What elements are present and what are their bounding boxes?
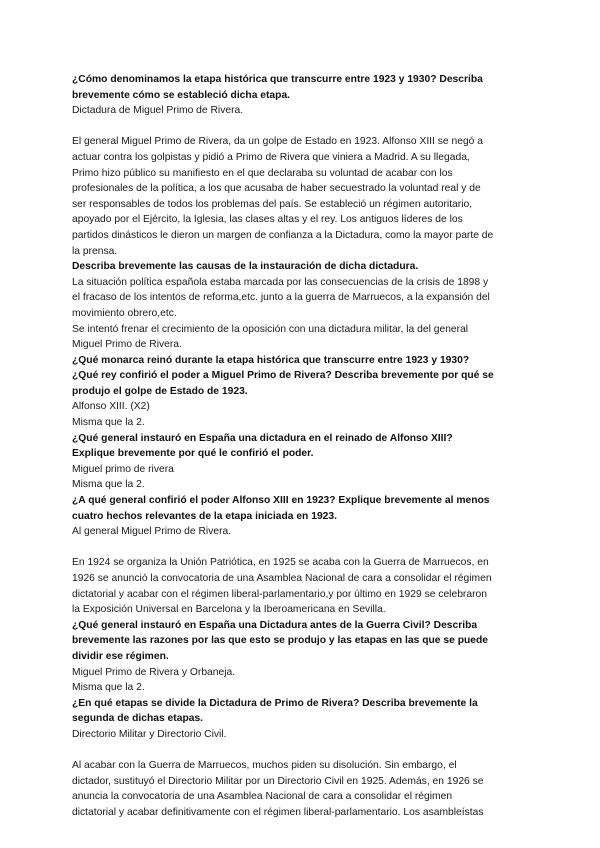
answer-line: Miguel Primo de Rivera. [72,339,182,351]
answer-line: dictatorial y acabar con el régimen liberal-parlamentario,y por último en 1929 se celebraron [72,588,487,600]
question-line: dividir ese régimen. [72,650,169,662]
answer-line: partidos dinásticos le dieron un margen de confianza a la Dictadura, como la mayor parte de [72,229,494,241]
question-line: ¿Qué rey confirió el poder a Miguel Primo de Rivera? Describa brevemente por qué se [72,370,494,382]
answer-block [72,399,540,430]
answer-block [72,665,540,696]
question-block [72,259,540,275]
answer-block [72,275,540,353]
question-block [72,696,540,727]
answer-line: Primo hizo público su manifiesto en el que declaraba su voluntad de acabar con los [72,167,453,179]
question-line: segunda de dichas etapas. [72,713,204,725]
question-line: cuatro hechos relevantes de la etapa iniciada en 1923. [72,510,337,522]
question-line: ¿Cómo denominamos la etapa histórica que transcurre entre 1923 y 1930? Describa [72,74,483,85]
question-line: ¿Qué general instauró en España una Dictadura antes de la Guerra Civil? Describa [72,619,478,631]
question-line: brevemente las razones por las que esto se produjo y las etapas en las que se puede [72,635,489,647]
question-block [72,353,540,400]
paragraph-gap [72,540,540,556]
answer-line: ser responsables de todos los problemas del país. Se estableció un régimen autoritario, [72,198,473,210]
answer-line: Misma que la 2. [72,479,145,491]
answer-line: Se intentó frenar el crecimiento de la oposición con una dictadura militar, la del general [72,323,469,335]
question-block [72,493,540,524]
answer-line: Al acabar con la Guerra de Marruecos, muchos piden su disolución. Sin embargo, el [72,760,457,772]
answer-line: 1926 se anunció la convocatoria de una Asamblea Nacional de cara a consolidar el régimen [72,573,492,584]
question-line: Describa brevemente las causas de la instauración de dicha dictadura. [72,261,419,273]
answer-line: anuncia la convocatoria de una Asamblea Nacional de cara a consolidar el régimen [72,791,453,803]
answer-line: La situación política española estaba marcada por las consecuencias de la crisis de 1898 y [72,276,489,288]
answer-line: Alfonso XIII. (X2) [72,401,150,413]
answer-line: apoyado por el Ejército, la Iglesia, las clases altas y el rey. Los antiguos líderes de los [72,214,463,226]
answer-block [72,134,540,259]
question-line: ¿En qué etapas se divide la Dictadura de Primo de Rivera? Describa brevemente la [72,697,478,709]
answer-block [72,758,540,820]
answer-line: Directorio Militar y Directorio Civil. [72,728,227,740]
question-line: ¿Qué monarca reinó durante la etapa histórica que transcurre entre 1923 y 1930? [72,354,470,366]
answer-line: Miguel primo de rivera [72,463,174,475]
answer-line: dictatorial y acabar definitivamente con el régimen liberal-parlamentario. Los asambleístas [72,806,484,818]
answer-line: dictador, sustituyó el Directorio Militar por un Directorio Civil en 1925. Además, en 1926 se [72,775,484,787]
answer-line: la prensa. [72,245,118,257]
answer-line: movimiento obrero,etc. [72,307,177,319]
answer-line: Miguel Primo de Rivera y Orbaneja. [72,666,236,678]
answer-block [72,727,540,743]
question-line: produjo el golpe de Estado de 1923. [72,385,248,397]
answer-line: Misma que la 2. [72,417,145,429]
question-block [72,618,540,665]
answer-block [72,103,540,119]
answer-line: profesionales de la política, a los que acusaba de haber secuestrado la voluntad real y de [72,183,481,195]
answer-line: En 1924 se organiza la Unión Patriótica, en 1925 se acaba con la Guerra de Marruecos, en [72,557,489,569]
answer-line: la Exposición Universal en Barcelona y la Iberoamericana en Sevilla. [72,604,386,616]
question-block [72,72,540,103]
answer-line: Dictadura de Miguel Primo de Rivera. [72,105,244,117]
paragraph-gap [72,743,540,759]
paragraph-gap [72,119,540,135]
question-line: Explique brevemente por qué le confirió el poder. [72,448,314,460]
answer-line: Al general Miguel Primo de Rivera. [72,526,232,538]
answer-block [72,462,540,493]
question-line: brevemente cómo se estableció dicha etapa. [72,89,291,101]
answer-line: Misma que la 2. [72,682,145,694]
answer-block [72,524,540,540]
answer-line: El general Miguel Primo de Rivera, da un golpe de Estado en 1923. Alfonso XIII se negó a [72,136,483,148]
answer-line: actuar contra los golpistas y pidió a Primo de Rivera que viniera a Madrid. A su llegada, [72,151,470,163]
answer-block [72,555,540,617]
question-block [72,431,540,462]
question-line: ¿A qué general confirió el poder Alfonso XIII en 1923? Explique brevemente al menos [72,495,490,507]
question-line: ¿Qué general instauró en España una dictadura en el reinado de Alfonso XIII? [72,432,453,444]
answer-line: el fracaso de los intentos de reforma,etc. junto a la guerra de Marruecos, a la expansión del [72,292,490,304]
